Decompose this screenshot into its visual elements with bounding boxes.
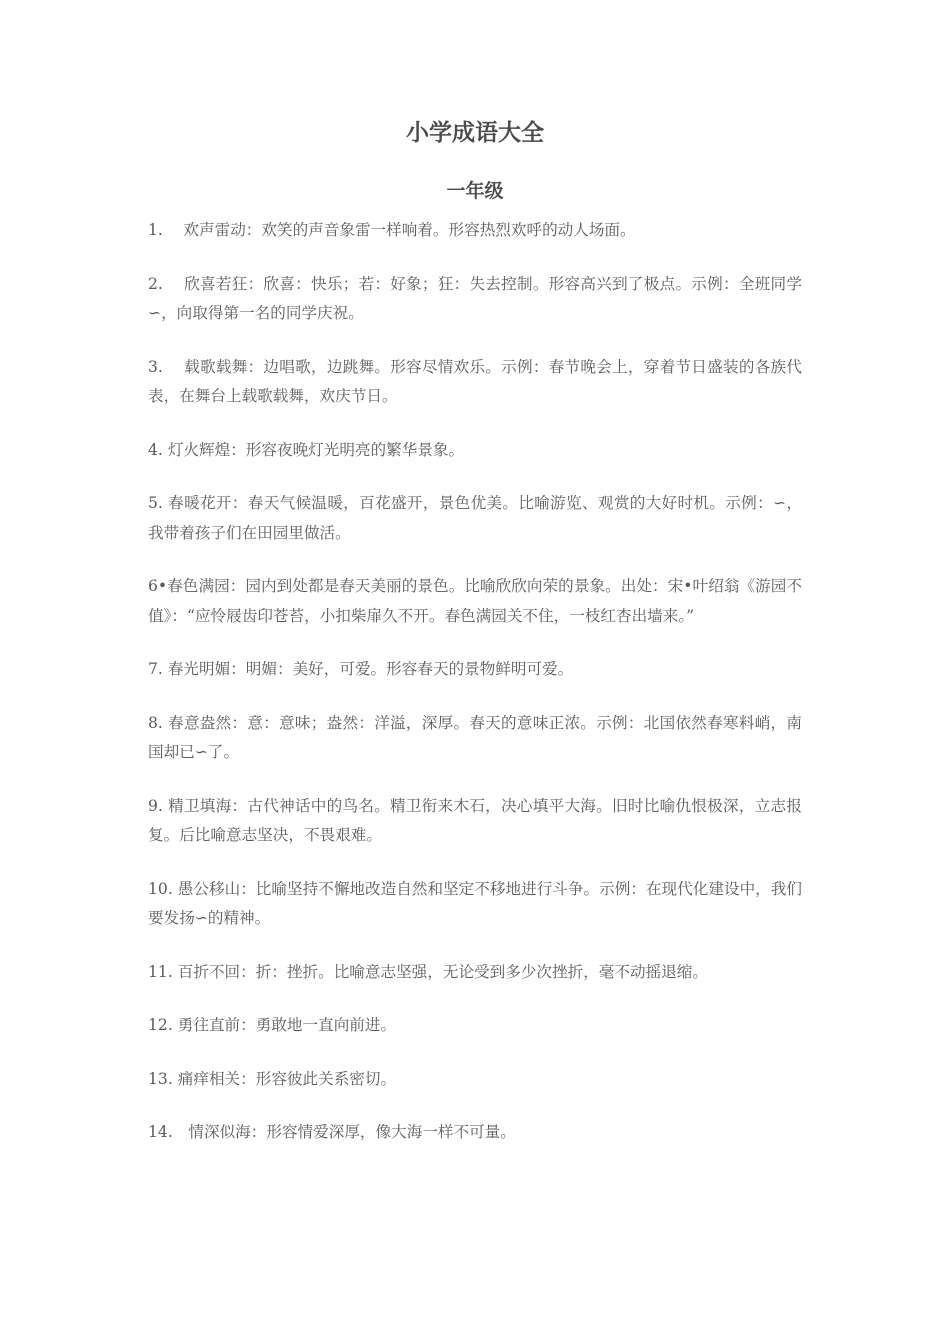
idiom-entry: 2. 欣喜若狂：欣喜：快乐；若：好象；狂：失去控制。形容高兴到了极点。示例：全班同学∽，向取得第一名的同学庆祝。	[148, 274, 802, 322]
document-title: 小学成语大全	[406, 120, 544, 146]
idiom-entry: 7. 春光明媚：明媚：美好，可爱。形容春天的景物鲜明可爱。	[148, 660, 574, 678]
idiom-entry: 6•春色满园：园内到处都是春天美丽的景色。比喻欣欣向荣的景象。出处：宋•叶绍翁《游园不值》：“应怜屐齿印苍苔，小扣柴扉久不开。春色满园关不住，一枝红杏出墙来。”	[148, 577, 802, 625]
idiom-entry: 11. 百折不回：折：挫折。比喻意志坚强，无论受到多少次挫折，毫不动摇退缩。	[148, 962, 708, 981]
section-heading: 一年级	[446, 180, 504, 202]
idiom-entry: 14. 情深似海：形容情爱深厚，像大海一样不可量。	[148, 1123, 516, 1141]
idiom-entry: 9. 精卫填海：古代神话中的鸟名。精卫衔来木石，决心填平大海。旧时比喻仇恨极深，立志报复。后比喻意志坚决，不畏艰难。	[148, 796, 802, 844]
idiom-entry: 1. 欢声雷动：欢笑的声音象雷一样响着。形容热烈欢呼的动人场面。	[148, 221, 636, 239]
idiom-entry: 10. 愚公移山：比喻坚持不懈地改造自然和坚定不移地进行斗争。示例：在现代化建设中，我们要发扬∽的精神。	[148, 879, 802, 927]
idiom-entry: 8. 春意盎然：意：意味；盎然：洋溢，深厚。春天的意味正浓。示例：北国依然春寒料峭，南国却已∽了。	[148, 713, 802, 761]
idiom-entry: 5. 春暖花开：春天气候温暖，百花盛开，景色优美。比喻游览、观赏的大好时机。示例：∽，我带着孩子们在田园里做活。	[148, 494, 802, 542]
idiom-entry: 3. 载歌载舞：边唱歌，边跳舞。形容尽情欢乐。示例：春节晚会上，穿着节日盛装的各族代表，在舞台上载歌载舞，欢庆节日。	[148, 357, 802, 405]
idiom-list	[148, 216, 802, 1172]
idiom-entry: 4. 灯火辉煌：形容夜晚灯光明亮的繁华景象。	[148, 440, 465, 459]
idiom-entry: 13. 痛痒相关：形容彼此关系密切。	[148, 1069, 397, 1088]
idiom-entry: 12. 勇往直前：勇敢地一直向前进。	[148, 1016, 397, 1034]
